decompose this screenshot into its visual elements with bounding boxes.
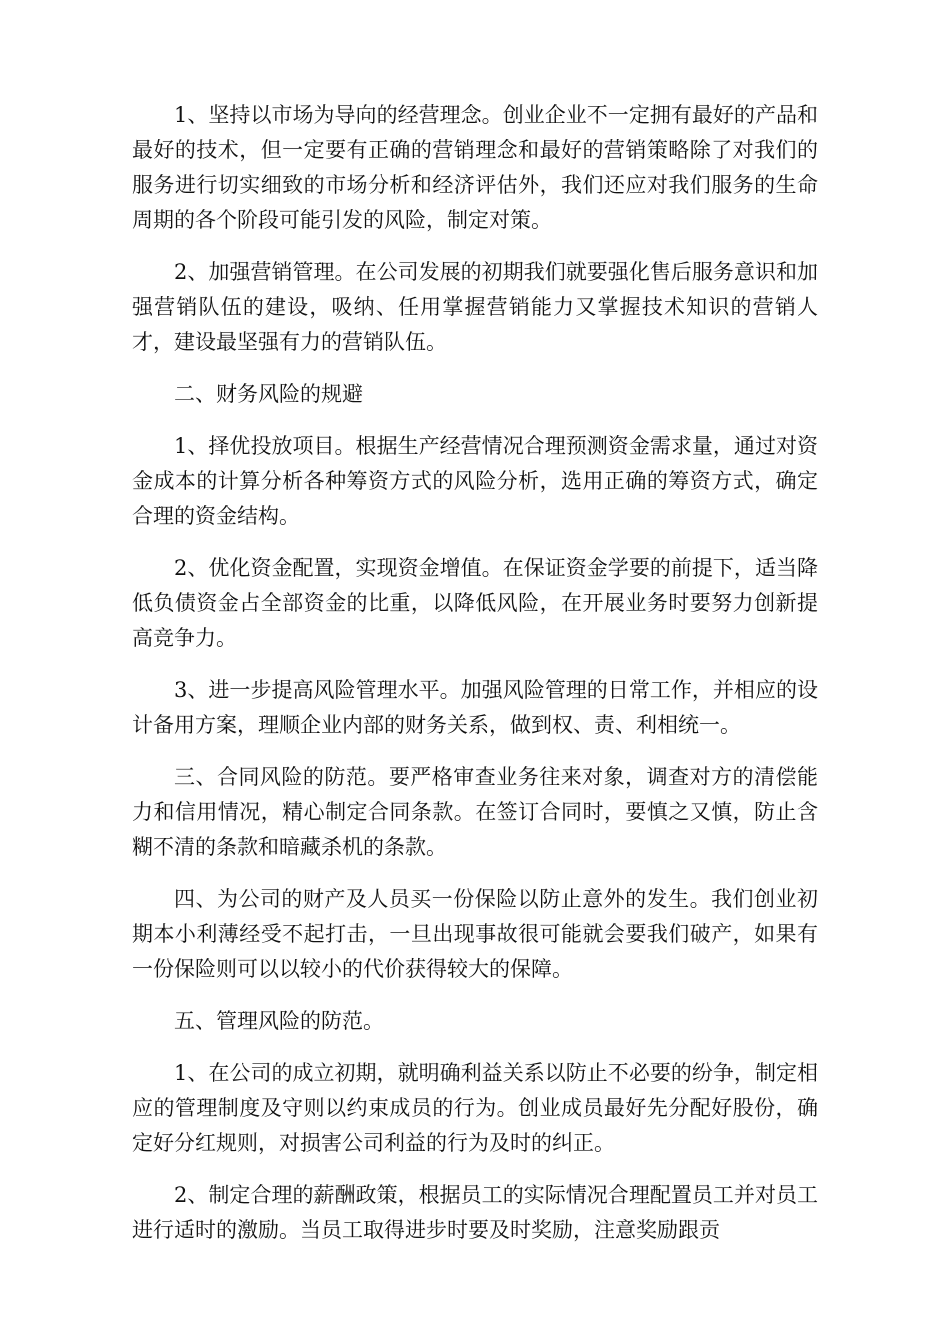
paragraph-salary-policy: 2、制定合理的薪酬政策，根据员工的实际情况合理配置员工并对员工进行适时的激励。当员工取得进步时要及时奖励，注意奖励跟贡 [132, 1183, 818, 1242]
paragraph-risk-management-level: 3、进一步提高风险管理水平。加强风险管理的日常工作，并相应的设计备用方案，理顺企业内部的财务关系，做到权、责、利相统一。 [132, 678, 818, 737]
paragraph-capital-allocation: 2、优化资金配置，实现资金增值。在保证资金学要的前提下，适当降低负债资金占全部资金的比重，以降低风险，在开展业务时要努力创新提高竞争力。 [132, 556, 818, 650]
paragraph-marketing-concept: 1、坚持以市场为导向的经营理念。创业企业不一定拥有最好的产品和最好的技术，但一定要有正确的营销理念和最好的营销策略除了对我们的服务进行切实细致的市场分析和经济评估外，我们还应对我们服务的生命周期的各个阶段可能引发的风险，制定对策。 [132, 103, 818, 232]
paragraph-interest-relations: 1、在公司的成立初期，就明确利益关系以防止不必要的纷争，制定相应的管理制度及守则以约束成员的行为。创业成员最好先分配好股份，确定好分红规则，对损害公司利益的行为及时的纠正。 [132, 1061, 818, 1155]
heading-financial-risk: 二、财务风险的规避 [174, 382, 363, 406]
heading-management-risk: 五、管理风险的防范。 [174, 1009, 384, 1033]
paragraph-contract-risk: 三、合同风险的防范。要严格审查业务往来对象，调查对方的清偿能力和信用情况，精心制定合同条款。在签订合同时，要慎之又慎，防止含糊不清的条款和暗藏杀机的条款。 [132, 765, 818, 859]
paragraph-project-selection: 1、择优投放项目。根据生产经营情况合理预测资金需求量，通过对资金成本的计算分析各种筹资方式的风险分析，选用正确的筹资方式，确定合理的资金结构。 [132, 434, 818, 528]
paragraph-insurance: 四、为公司的财产及人员买一份保险以防止意外的发生。我们创业初期本小利薄经受不起打击，一旦出现事故很可能就会要我们破产，如果有一份保险则可以以较小的代价获得较大的保障。 [132, 887, 818, 981]
paragraph-marketing-management: 2、加强营销管理。在公司发展的初期我们就要强化售后服务意识和加强营销队伍的建设，吸纳、任用掌握营销能力又掌握技术知识的营销人才，建设最坚强有力的营销队伍。 [132, 260, 818, 354]
